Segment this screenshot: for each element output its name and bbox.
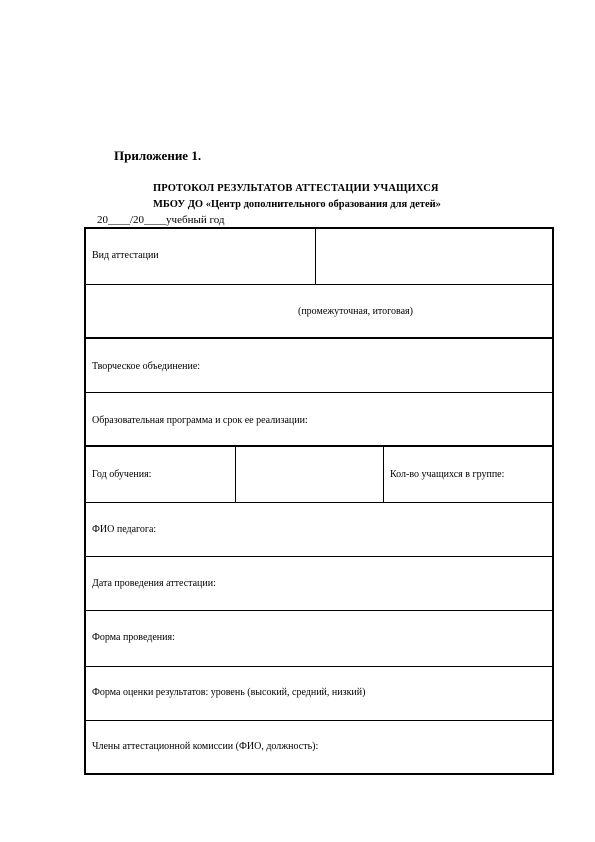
row-form[interactable] xyxy=(86,611,552,667)
commission-label: Члены аттестационной комиссии (ФИО, должность): xyxy=(92,741,319,752)
date-label: Дата проведения аттестации: xyxy=(92,578,216,589)
study-year-value-cell[interactable] xyxy=(236,447,384,502)
students-count-label: Кол-во учащихся в группе: xyxy=(390,469,505,480)
row-study-year xyxy=(86,447,552,503)
attestation-type-hint: (промежуточная, итоговая) xyxy=(298,306,413,317)
protocol-title: ПРОТОКОЛ РЕЗУЛЬТАТОВ АТТЕСТАЦИИ УЧАЩИХСЯ xyxy=(153,183,439,194)
evaluation-label: Форма оценки результатов: уровень (высокий, средний, низкий) xyxy=(92,687,366,698)
appendix-label: Приложение 1. xyxy=(114,148,202,163)
attestation-type-cell xyxy=(86,229,316,284)
row-commission[interactable] xyxy=(86,721,552,773)
study-year-label: Год обучения: xyxy=(92,469,152,480)
row-program[interactable] xyxy=(86,393,552,447)
organization-name: МБОУ ДО «Центр дополнительного образования для детей» xyxy=(153,199,441,210)
row-creative-association[interactable] xyxy=(86,339,552,393)
row-date[interactable] xyxy=(86,557,552,611)
attestation-type-label: Вид аттестации xyxy=(92,250,159,261)
row-teacher[interactable] xyxy=(86,503,552,557)
students-count-cell[interactable] xyxy=(384,447,552,502)
study-year-cell xyxy=(86,447,236,502)
row-attestation-type xyxy=(86,229,552,285)
row-attestation-hint xyxy=(86,285,552,339)
attestation-type-value-cell[interactable] xyxy=(316,229,552,284)
program-label: Образовательная программа и срок ее реализации: xyxy=(92,415,308,426)
creative-association-label: Творческое объединение: xyxy=(92,361,201,372)
teacher-label: ФИО педагога: xyxy=(92,524,157,535)
attestation-form-table xyxy=(84,227,554,775)
form-label: Форма проведения: xyxy=(92,632,175,643)
row-evaluation[interactable] xyxy=(86,667,552,721)
academic-year-line: 20____/20____учебный год xyxy=(97,214,225,226)
